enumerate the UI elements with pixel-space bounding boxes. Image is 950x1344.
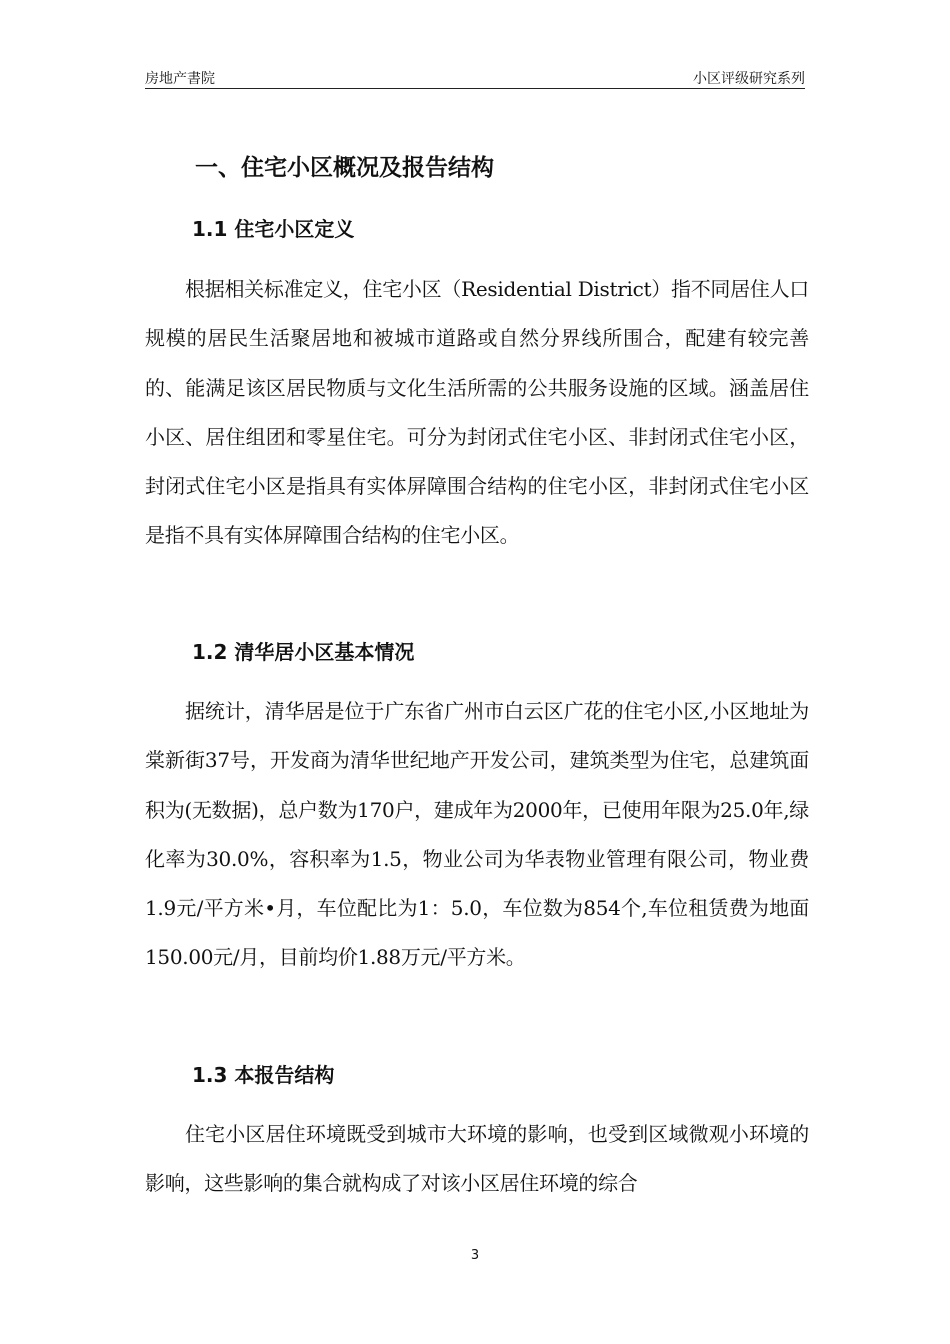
chapter-title: 一、住宅小区概况及报告结构 [195,155,494,181]
page-number: 3 [470,1248,480,1263]
section-heading-1-2: 1.2 清华居小区基本情况 [192,640,415,664]
header-publisher: 房地产書院 [145,71,215,87]
section-heading-1-3: 1.3 本报告结构 [192,1063,335,1087]
section-body-1-1: 根据相关标准定义，住宅小区（Residential District）指不同居住人口规模的居民生活聚居地和被城市道路或自然分界线所围合，配建有较完善的、能满足该区居民物质与文化生活所需的公共服务设施的区域。涵盖居住小区、居住组团和零星住宅。可分为封闭式住宅小区、非封闭式住宅小区，封闭式住宅小区是指具有实体屏障围合结构的住宅小区，非封闭式住宅小区是指不具有实体屏障围合结构的住宅小区。 [145,277,809,548]
page-header [145,66,805,89]
header-series-title: 小区评级研究系列 [693,71,805,87]
section-body-1-3: 住宅小区居住环境既受到城市大环境的影响，也受到区域微观小环境的影响，这些影响的集合就构成了对该小区居住环境的综合 [145,1122,809,1196]
section-body-1-2: 据统计，清华居是位于广东省广州市白云区广花的住宅小区,小区地址为棠新街37号，开发商为清华世纪地产开发公司，建筑类型为住宅，总建筑面积为(无数据)，总户数为170户，建成年为2000年，已使用年限为25.0年,绿化率为30.0%，容积率为1.5，物业公司为华表物业管理有限公司，物业费1.9元/平方米•月，车位配比为1：5.0，车位数为854个,车位租赁费为地面150.00元/月，目前均价1.88万元/平方米。 [145,699,809,970]
section-heading-1-1: 1.1 住宅小区定义 [192,217,355,241]
